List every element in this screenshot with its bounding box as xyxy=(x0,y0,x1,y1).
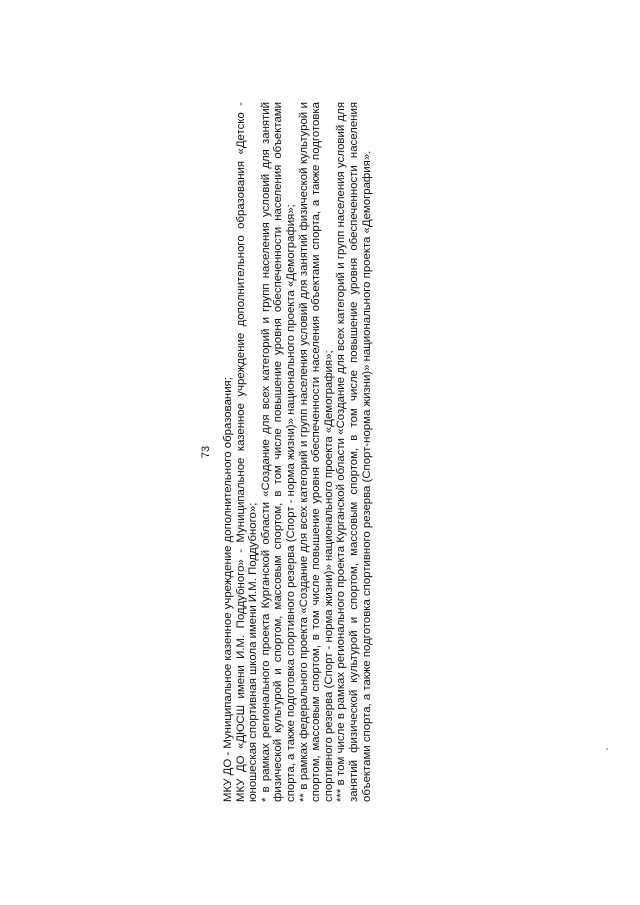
footnote-federal-project: ** в рамках федерального проекта «Создание для всех категорий и групп населения условий для занятий физической культурой и спортом, массовым спортом, в том числе повышение уровня обеспеченности населения объектами спорта, а также подготовка спортивного резерва (Спорт - норма жизни)» национального проекта «Демография»; xyxy=(297,102,335,802)
page-number: 73 xyxy=(200,445,212,459)
footnote-including-regional-project: *** в том числе в рамках регионального проекта Курганской области «Создание для всех категорий и групп населения условий для занятий физической культурой и спортом, массовым спортом, в том числе повышение уровня обеспеченности населения объектами спорта, а также подготовка спортивного резерва (Спорт-норма жизни)» национального проекта «Демография». xyxy=(335,102,373,802)
abbreviation-dyussh: МКУ ДО «ДЮСШ имени И.М. Поддубного» - Муниципальное казенное учреждение дополнительного образования «Детско - юношеская спортивная школа имени И.М. Поддубного»; xyxy=(234,102,260,802)
abbreviation-mku-do: МКУ ДО - Муниципальное казенное учреждение дополнительного образования; xyxy=(222,377,234,802)
footnote-regional-project: * в рамках регионального проекта Курганской области «Создание для всех категорий и групп населения условий для занятий физической культурой и спортом, массовым спортом, в том числе повышение уровня обеспеченности населения объектами спорта, а также подготовка спортивного резерва (Спорт - норма жизни)» национального проекта «Демография»; xyxy=(259,102,297,802)
scan-speck xyxy=(606,748,608,750)
notes-block xyxy=(222,102,373,802)
rotated-content xyxy=(200,102,440,802)
